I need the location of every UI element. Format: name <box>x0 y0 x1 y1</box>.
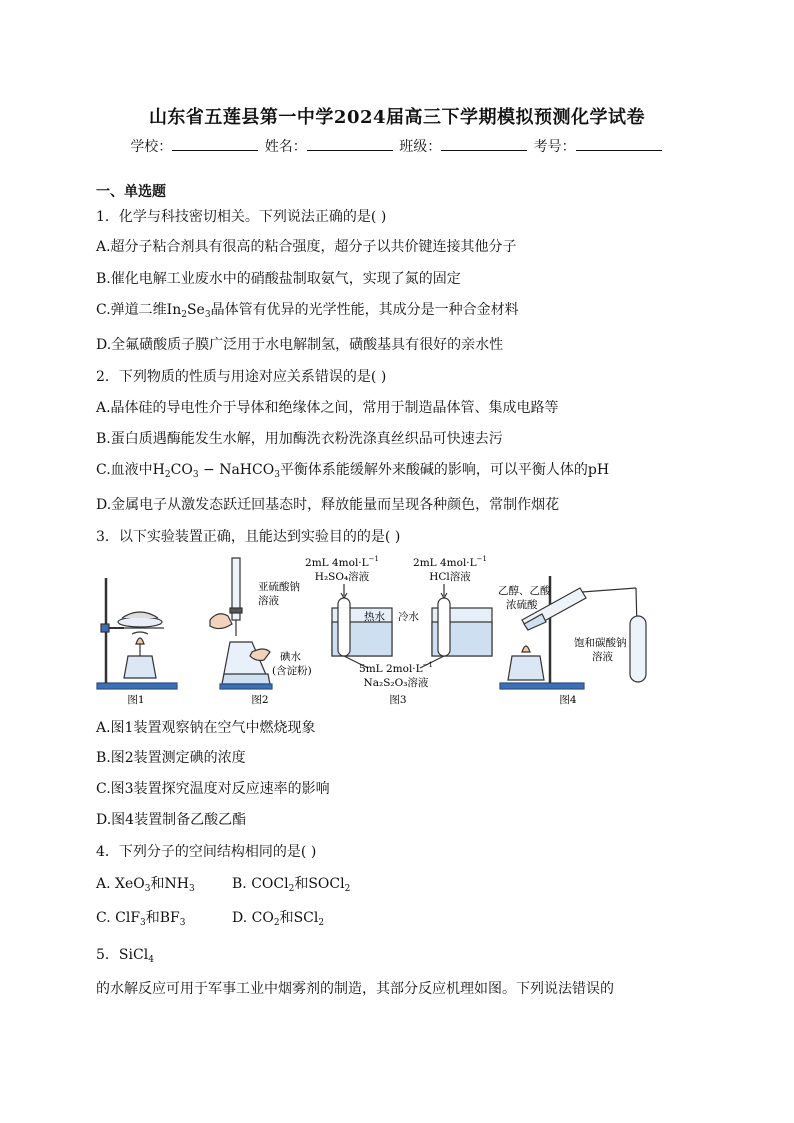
q4-a-x-sub: 3 <box>144 884 151 894</box>
q4-b-x: COCl <box>251 876 289 892</box>
q2-c-na-sub: 3 <box>274 470 280 480</box>
q1-c-se-sub: 3 <box>204 310 211 320</box>
q3-option-c: C.图3装置探究温度对反应速率的影响 <box>96 781 330 797</box>
q4-option-b <box>232 873 350 893</box>
q3-option-b: B.图2装置测定碘的浓度 <box>96 750 246 766</box>
school-blank[interactable] <box>172 138 258 151</box>
q3-option-d: D.图4装置制备乙酸乙酯 <box>96 812 247 828</box>
q2-option-b: B.蛋白质遇酶能发生水解，用加酶洗衣粉洗涤真丝织品可快速去污 <box>96 431 503 447</box>
q2-c-pre: C.血液中 <box>96 462 153 478</box>
fig4-tube-label2: 溶液 <box>592 651 613 663</box>
q3-stem: 3．以下实验装置正确，且能达到实验目的的是( ) <box>96 529 401 545</box>
fig4-tube-label1: 饱和碳酸钠 <box>574 637 627 649</box>
name-blank[interactable] <box>307 138 393 151</box>
fig2-flask-label1: 碘水 <box>280 651 301 663</box>
fig2-burette-label1: 亚硫酸钠 <box>258 581 300 593</box>
q3-option-a: A.图1装置观察钠在空气中燃烧现象 <box>96 720 316 736</box>
q2-stem: 2．下列物质的性质与用途对应关系错误的是( ) <box>96 369 387 385</box>
q4-d-label: D. <box>232 910 252 926</box>
q1-c-in-sub: 2 <box>181 310 187 320</box>
q4-c-label: C. <box>96 910 116 926</box>
q1-option-c <box>96 299 519 319</box>
q1-option-d: D.全氟磺酸质子膜广泛用于水电解制氢，磺酸基具有很好的亲水性 <box>96 337 504 353</box>
q2-option-a: A.晶体硅的导电性介于导体和绝缘体之间，常用于制造晶体管、集成电路等 <box>96 400 559 416</box>
q4-option-d <box>232 907 324 927</box>
q4-c-y: BF <box>159 910 180 926</box>
q5-formula: SiCl <box>118 947 149 963</box>
fig1-label: 图1 <box>127 694 145 706</box>
q1-c-formula <box>167 302 211 318</box>
q4-b-and: 和 <box>294 876 309 892</box>
q2-c-co-sub: 3 <box>192 470 199 480</box>
class-label: 班级： <box>399 139 442 155</box>
q4-option-a <box>96 873 195 893</box>
q5-stem-start <box>96 944 154 964</box>
class-blank[interactable] <box>441 138 527 151</box>
q4-b-y-sub: 2 <box>344 884 351 894</box>
q4-b-y: SOCl <box>308 876 345 892</box>
fig4-flask-label1: 乙醇、乙酸 <box>498 585 551 597</box>
q2-c-nahco: − NaHCO <box>198 462 275 478</box>
q4-d-x-sub: 2 <box>273 918 280 928</box>
name-label: 姓名： <box>264 139 307 155</box>
q4-a-and: 和 <box>150 876 165 892</box>
q1-option-a: A.超分子粘合剂具有很高的粘合强度，超分子以共价键连接其他分子 <box>96 239 517 255</box>
q2-c-h-sub: 2 <box>164 470 171 480</box>
q1-c-in: In <box>166 302 182 318</box>
number-label: 考号： <box>533 139 576 155</box>
fig3-bottom-conc: 5mL $2mol\cdot L^{-1}$ <box>359 661 433 675</box>
q2-c-co: CO <box>170 462 193 478</box>
q4-c-y-sub: 3 <box>179 918 186 928</box>
q2-option-d: D.金属电子从激发态跃迁回基态时，释放能量而呈现各种颜色，常制作烟花 <box>96 497 560 513</box>
fig3-cold-water: 冷水 <box>398 611 419 623</box>
q4-a-x: XeO <box>115 876 145 892</box>
school-label: 学校： <box>130 139 173 155</box>
q4-c-and: 和 <box>145 910 160 926</box>
fig3-label: 图3 <box>389 694 407 706</box>
fig4-flask-label2: 浓硫酸 <box>506 599 538 611</box>
fig3-apparatus <box>332 584 492 668</box>
student-info-row <box>0 136 794 156</box>
q3-figure <box>92 548 692 710</box>
q4-b-x-sub: 2 <box>288 884 295 894</box>
q4-d-x: CO <box>251 910 274 926</box>
page-title: 山东省五莲县第一中学2024届高三下学期模拟预测化学试卷 <box>148 107 646 128</box>
q4-stem: 4．下列分子的空间结构相同的是( ) <box>96 844 317 860</box>
q4-a-label: A. <box>96 876 116 892</box>
q1-c-se: Se <box>186 302 205 318</box>
q4-a-y: NH <box>164 876 189 892</box>
fig2-label: 图2 <box>251 694 269 706</box>
q4-a-y-sub: 3 <box>188 884 195 894</box>
q4-d-and: 和 <box>279 910 294 926</box>
fig1-apparatus <box>97 578 177 689</box>
fig2-burette-label2: 溶液 <box>258 595 279 607</box>
q4-d-y: SCl <box>293 910 319 926</box>
fig3-right-conc: 2mL $4mol\cdot L^{-1}$ <box>413 555 487 569</box>
q1-c-pre: C.弹道二维 <box>96 302 167 318</box>
q2-option-c <box>96 459 609 479</box>
fig3-hot-water: 热水 <box>364 611 385 623</box>
q2-c-h: H <box>152 462 165 478</box>
q4-b-label: B. <box>232 876 252 892</box>
q1-stem: 1．化学与科技密切相关。下列说法正确的是( ) <box>96 209 387 225</box>
fig3-right-solution: HCl溶液 <box>429 571 471 583</box>
q5-stem-cont: 的水解反应可用于军事工业中烟雾剂的制造，其部分反应机理如图。下列说法错误的 <box>96 981 614 997</box>
q1-option-b: B.催化电解工业废水中的硝酸盐制取氨气，实现了氮的固定 <box>96 271 461 287</box>
fig2-apparatus <box>210 558 272 689</box>
section-heading: 一、单选题 <box>96 184 166 200</box>
fig3-left-solution: H₂SO₄溶液 <box>314 571 370 583</box>
q4-option-c <box>96 907 186 927</box>
q4-d-y-sub: 2 <box>318 918 325 928</box>
q2-c-post: 平衡体系能缓解外来酸碱的影响，可以平衡人体的pH <box>279 462 610 478</box>
fig3-left-conc: 2mL $4mol\cdot L^{-1}$ <box>305 555 379 569</box>
q4-c-x: ClF <box>115 910 141 926</box>
q1-c-post: 晶体管有优异的光学性能，其成分是一种合金材料 <box>210 302 519 318</box>
fig4-label: 图4 <box>559 694 577 706</box>
fig2-flask-label2: (含淀粉) <box>272 665 312 677</box>
fig3-bottom-solution: Na₂S₂O₃溶液 <box>363 677 429 689</box>
q4-c-x-sub: 3 <box>140 918 146 928</box>
q5-number: 5． <box>96 947 119 963</box>
q5-formula-sub: 4 <box>148 955 154 965</box>
number-blank[interactable] <box>576 138 662 151</box>
